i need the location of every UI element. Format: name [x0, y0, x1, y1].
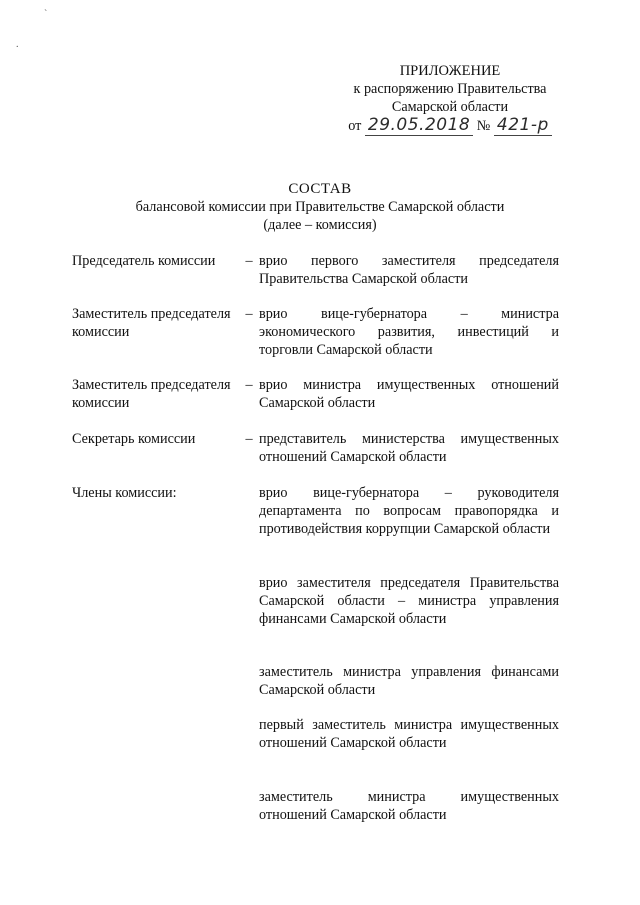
dash-separator: –: [245, 253, 253, 269]
member-item: заместитель министра управления финансами Самарской области: [259, 664, 559, 698]
role-members: Члены комиссии:: [72, 485, 177, 501]
member-item: заместитель министра имущественных отношений Самарской области: [259, 789, 559, 823]
heading-title: СОСТАВ: [288, 181, 352, 197]
member-deputy-chairman-2: врио министра имущественных отношений Самарской области: [259, 377, 559, 411]
heading-line-1: балансовой комиссии при Правительстве Самарской области: [135, 199, 505, 215]
appendix-line-2: Самарской области: [391, 99, 509, 115]
scan-speck: `: [44, 9, 48, 20]
member-item: врио вице-губернатора – руководителя департамента по вопросам правопорядка и противодействия коррупции Самарской области: [259, 485, 559, 537]
member-chairman: врио первого заместителя председателя Правительства Самарской области: [259, 253, 559, 287]
member-item: первый заместитель министра имущественных отношений Самарской области: [259, 717, 559, 751]
heading-line-2: (далее – комиссия): [263, 217, 377, 233]
role-secretary: Секретарь комиссии: [72, 431, 196, 447]
handwritten-date: 29.05.2018: [365, 115, 473, 136]
member-secretary: представитель министерства имущественных отношений Самарской области: [259, 431, 559, 465]
dash-separator: –: [245, 306, 253, 322]
number-prefix: №: [476, 118, 491, 134]
dash-separator: –: [245, 431, 253, 447]
appendix-line-1: к распоряжению Правительства: [353, 81, 547, 97]
role-chairman: Председатель комиссии: [72, 253, 216, 269]
date-prefix: от: [348, 118, 362, 134]
role-deputy-chairman: Заместитель председателя комиссии: [72, 306, 231, 340]
role-deputy-chairman: Заместитель председателя комиссии: [72, 377, 231, 411]
appendix-title: ПРИЛОЖЕНИЕ: [399, 63, 501, 79]
appendix-block: [330, 62, 570, 138]
member-deputy-chairman-1: врио вице-губернатора – министра экономического развития, инвестиций и торговли Самарской области: [259, 306, 559, 358]
dash-separator: –: [245, 377, 253, 393]
appendix-date-row: [330, 116, 570, 138]
member-item: врио заместителя председателя Правительства Самарской области – министра управления финансами Самарской области: [259, 575, 559, 627]
document-heading: [60, 180, 580, 234]
scan-speck: .: [16, 39, 19, 50]
handwritten-number: 421-р: [494, 115, 552, 136]
